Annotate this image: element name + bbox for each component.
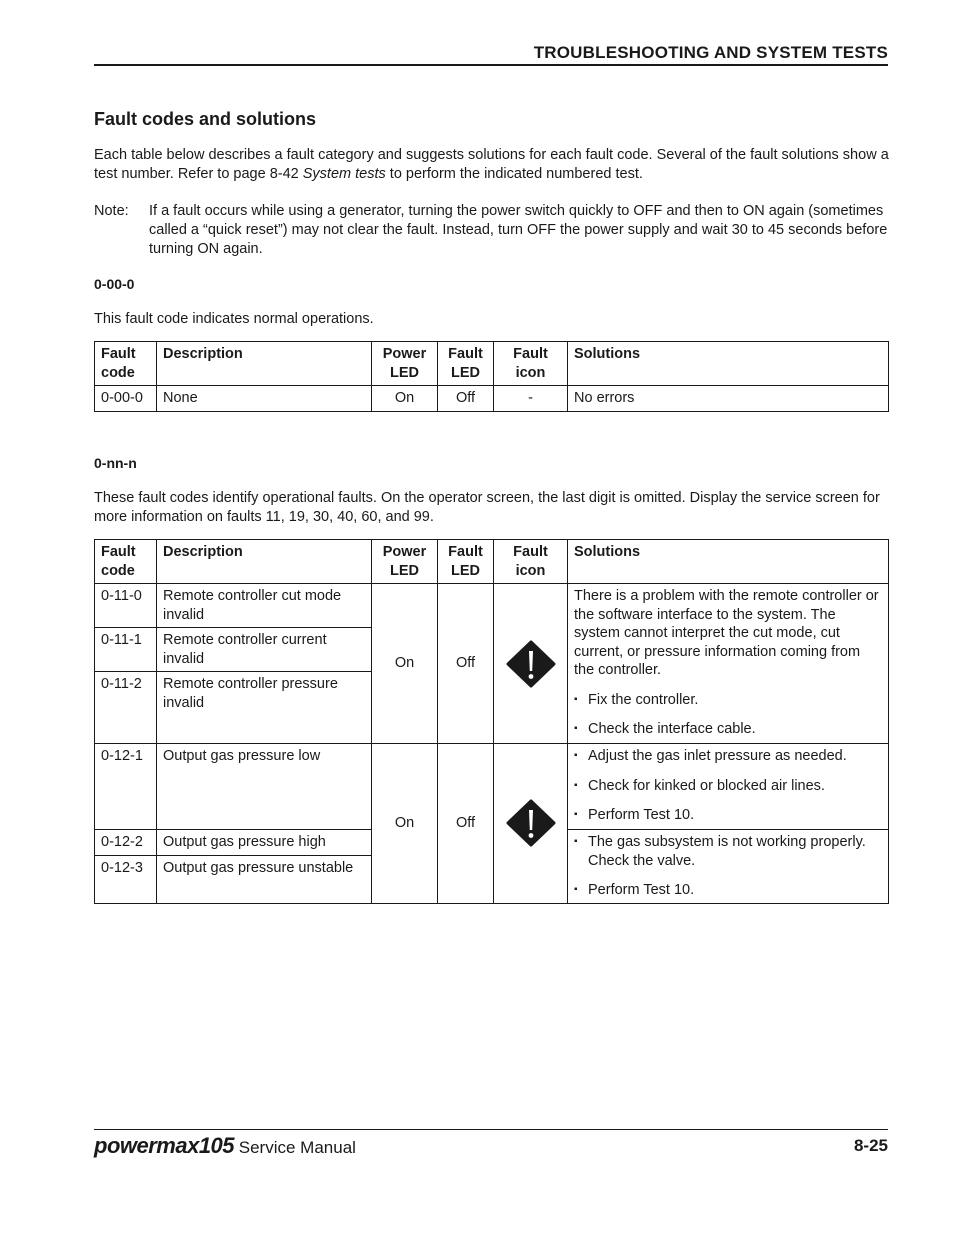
list-item: ▪ Perform Test 10.: [574, 881, 882, 900]
intro-text-part1: Each table below describes a fault category and suggests solutions for each fault code. Several of the fault solutions show a test number. Refer to page 8-42: [94, 147, 889, 182]
brand-logo: powermax105: [94, 1133, 235, 1158]
list-item: ▪ Perform Test 10.: [574, 806, 882, 825]
footer-brand: [94, 1133, 356, 1159]
header-title: TROUBLESHOOTING AND SYSTEM TESTS: [533, 43, 888, 62]
col-fault-code: Fault code: [95, 540, 157, 584]
description-cell: Remote controller cut mode invalid: [157, 584, 372, 628]
solution-bullet-list: [574, 833, 882, 900]
col-power-led: Power LED: [372, 342, 438, 386]
col-power-led: Power LED: [372, 540, 438, 584]
system-tests-reference: System tests: [302, 166, 386, 182]
list-item: ▪ Fix the controller.: [574, 691, 882, 710]
fault-code-cell: 0-12-1: [95, 744, 157, 830]
list-item: ▪ Adjust the gas inlet pressure as needed.: [574, 747, 882, 766]
solution-text: There is a problem with the remote controller or the software interface to the system. The system cannot interpret the cut mode, cut current, or pressure information coming from the controller.: [574, 588, 879, 678]
header-rule: [94, 64, 888, 66]
fault-icon-cell: -: [494, 386, 568, 412]
intro-paragraph: [94, 146, 894, 184]
description-cell: Output gas pressure low: [157, 744, 372, 830]
fault-group-description-0-nn-n: These fault codes identify operational faults. On the operator screen, the last digit is omitted. Display the service screen for more information on faults 11, 19, 30, 40, 60, and 99.: [94, 490, 880, 525]
fault-code-cell: 0-00-0: [95, 386, 157, 412]
fault-table-0-nn-n: [94, 539, 889, 904]
fault-led-cell: Off: [438, 584, 494, 744]
fault-group-heading-0-00-0: 0-00-0: [94, 276, 135, 292]
warning-icon: [505, 638, 557, 690]
note-text: If a fault occurs while using a generator, turning the power switch quickly to OFF and then to ON again (sometimes called a “quick reset”) may not clear the fault. Instead, turn OFF the power supply and wait 30 to 45 seconds before turning ON again.: [149, 203, 888, 257]
solution-cell: [568, 744, 889, 830]
description-cell: Output gas pressure unstable: [157, 855, 372, 903]
fault-code-cell: 0-11-2: [95, 672, 157, 744]
description-cell: None: [157, 386, 372, 412]
col-fault-icon: Fault icon: [494, 540, 568, 584]
list-item: ▪ Check for kinked or blocked air lines.: [574, 777, 882, 796]
table-row: [95, 386, 889, 412]
footer-rule: [94, 1129, 888, 1130]
table-header-row: [95, 342, 889, 386]
fault-group-description-0-00-0: This fault code indicates normal operations.: [94, 311, 374, 327]
description-cell: Output gas pressure high: [157, 830, 372, 856]
power-led-cell: On: [372, 584, 438, 744]
fault-code-cell: 0-12-2: [95, 830, 157, 856]
fault-code-cell: 0-11-1: [95, 628, 157, 672]
solution-cell: [568, 830, 889, 904]
note-label: Note:: [94, 203, 129, 219]
fault-code-cell: 0-11-0: [95, 584, 157, 628]
fault-code-cell: 0-12-3: [95, 855, 157, 903]
warning-icon: [505, 797, 557, 849]
page-title: Fault codes and solutions: [94, 109, 317, 129]
table-row: [95, 744, 889, 830]
col-description: Description: [157, 540, 372, 584]
col-fault-led: Fault LED: [438, 342, 494, 386]
col-fault-led: Fault LED: [438, 540, 494, 584]
table-row: [95, 584, 889, 628]
power-led-cell: On: [372, 386, 438, 412]
col-fault-code: Fault code: [95, 342, 157, 386]
fault-icon-cell: [494, 584, 568, 744]
list-item: ▪ The gas subsystem is not working properly. Check the valve.: [574, 833, 882, 870]
solution-bullet-list: [574, 691, 882, 739]
power-led-cell: On: [372, 744, 438, 904]
manual-title: Service Manual: [234, 1138, 356, 1157]
solution-cell: No errors: [568, 386, 889, 412]
intro-text-part2: to perform the indicated numbered test.: [385, 166, 643, 182]
col-description: Description: [157, 342, 372, 386]
col-fault-icon: Fault icon: [494, 342, 568, 386]
fault-led-cell: Off: [438, 386, 494, 412]
page-number: 8-25: [853, 1136, 888, 1155]
fault-group-heading-0-nn-n: 0-nn-n: [94, 455, 137, 471]
fault-table-0-00-0: [94, 341, 889, 412]
fault-icon-cell: [494, 744, 568, 904]
fault-led-cell: Off: [438, 744, 494, 904]
solution-bullet-list: [574, 747, 882, 825]
solution-cell: [568, 584, 889, 744]
col-solutions: Solutions: [568, 342, 889, 386]
description-cell: Remote controller current invalid: [157, 628, 372, 672]
description-cell: Remote controller pressure invalid: [157, 672, 372, 744]
list-item: ▪ Check the interface cable.: [574, 720, 882, 739]
col-solutions: Solutions: [568, 540, 889, 584]
table-header-row: [95, 540, 889, 584]
